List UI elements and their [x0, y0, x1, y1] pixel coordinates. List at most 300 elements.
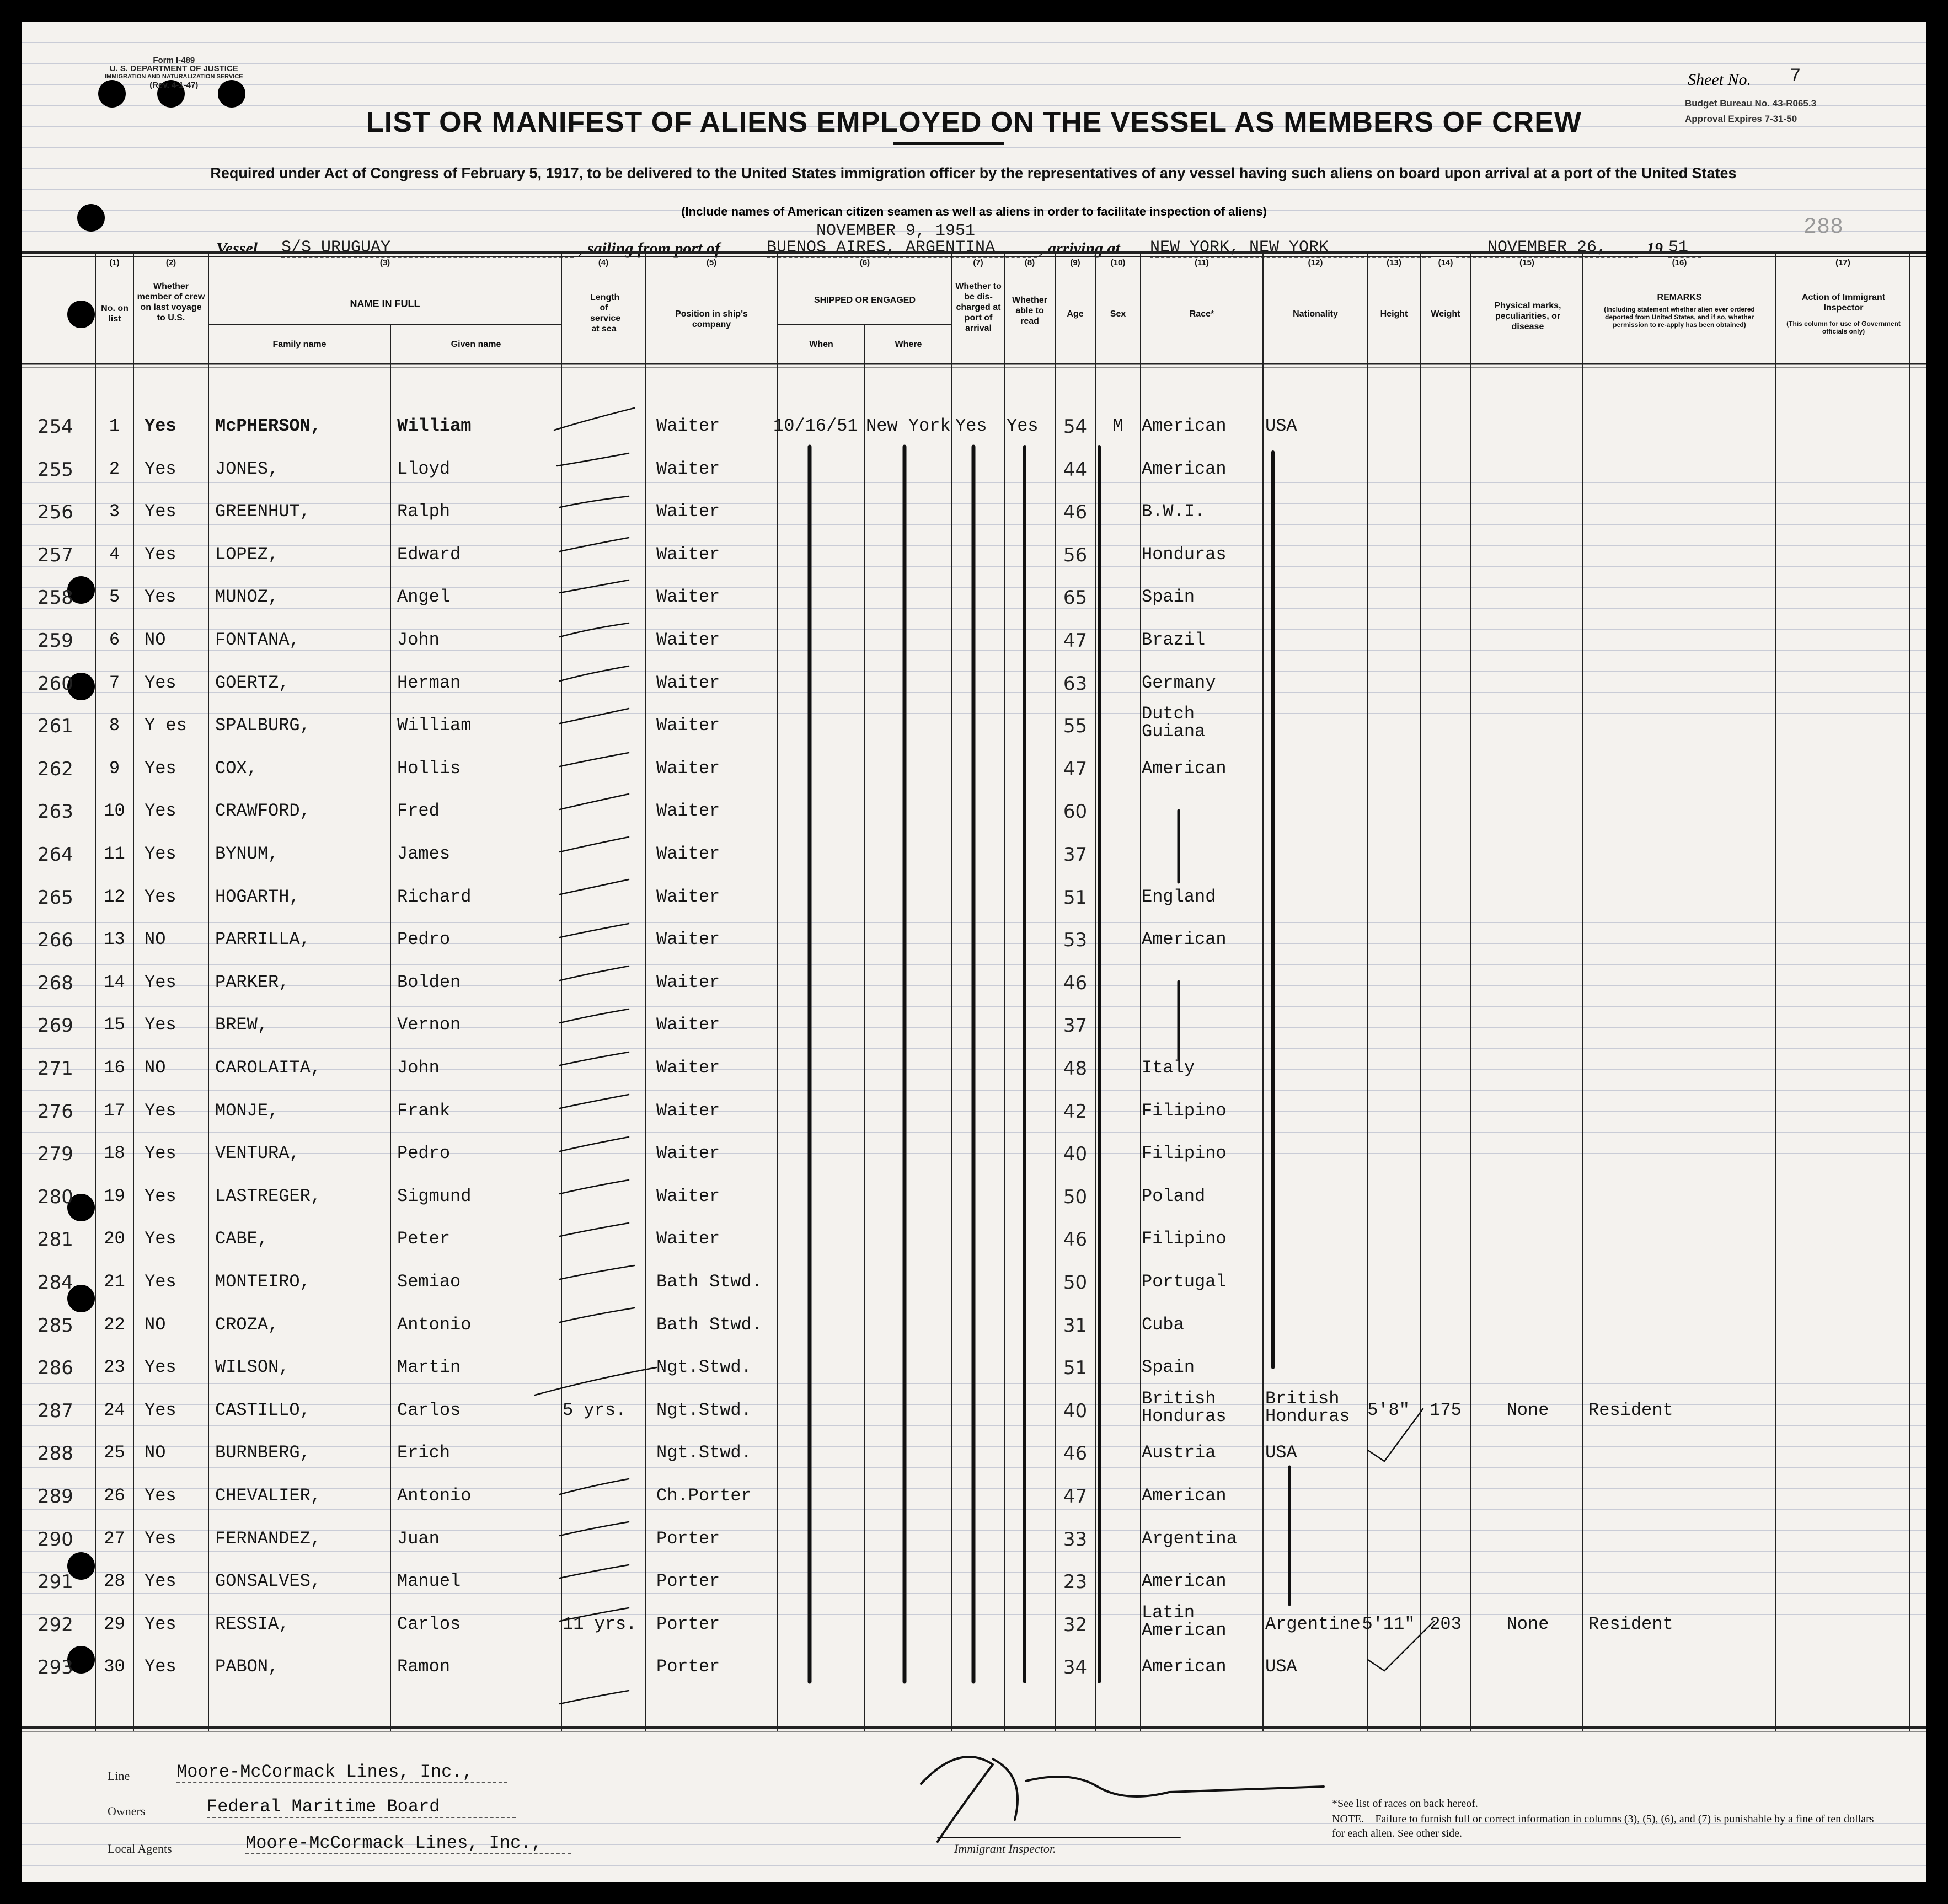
header-action-sub: (This column for use of Government officials only) — [1786, 320, 1901, 335]
cell-race: Filipino — [1142, 1229, 1227, 1249]
cell-age: 46 — [1063, 1229, 1088, 1251]
cell-member: Yes — [145, 1613, 176, 1634]
cell-member: Y es — [145, 715, 187, 736]
cell-no: 10 — [104, 801, 125, 822]
cell-family: BREW, — [215, 1015, 269, 1036]
cell-position: Bath Stwd. — [656, 1314, 763, 1335]
cell-remarks: Resident — [1588, 1399, 1673, 1420]
table-row — [22, 1055, 1926, 1098]
cell-family: CROZA, — [215, 1314, 279, 1335]
cell-member: Yes — [145, 801, 176, 822]
cell-no: 26 — [104, 1485, 125, 1506]
table-row — [22, 1440, 1926, 1483]
cell-member: NO — [145, 1314, 166, 1335]
header-nationality: Nationality — [1293, 309, 1338, 319]
cell-race: England — [1142, 886, 1216, 907]
cell-remarks: Resident — [1588, 1613, 1673, 1634]
vessel-name: S/S URUGUAY — [281, 238, 574, 258]
cell-position: Waiter — [656, 1143, 720, 1164]
departure-port: BUENOS AIRES, ARGENTINA — [767, 238, 1037, 258]
cell-weight: 175 — [1430, 1399, 1462, 1420]
col-num-3: (3) — [379, 258, 390, 267]
cell-no: 12 — [104, 886, 125, 907]
cell-ref: 254 — [38, 416, 73, 438]
cell-family: VENTURA, — [215, 1143, 300, 1164]
cell-given: Ralph — [397, 501, 451, 522]
cell-family: LASTREGER, — [215, 1186, 322, 1206]
table-row — [22, 756, 1926, 799]
table-row — [22, 1602, 1926, 1655]
cell-position: Porter — [656, 1613, 720, 1634]
cell-read: Yes — [1007, 416, 1039, 436]
header-name-in-full: NAME IN FULL — [350, 298, 420, 309]
cell-age: 32 — [1063, 1613, 1088, 1636]
cell-ref: 276 — [38, 1100, 73, 1123]
cell-position: Ngt.Stwd. — [656, 1357, 752, 1378]
cell-given: Ramon — [397, 1656, 451, 1677]
cell-ref: 281 — [38, 1229, 73, 1251]
cell-given: Semiao — [397, 1272, 461, 1292]
cell-family: GOERTZ, — [215, 672, 290, 693]
cell-age: 23 — [1063, 1571, 1088, 1594]
cell-no: 11 — [104, 844, 125, 864]
cell-ref: 284 — [38, 1272, 73, 1294]
cell-member: Yes — [145, 458, 176, 479]
cell-age: 47 — [1063, 758, 1088, 780]
cell-ref: 264 — [38, 844, 73, 866]
cell-ref: 285 — [38, 1314, 73, 1337]
cell-race: American — [1142, 458, 1227, 479]
header-member-last-voyage: Whether member of crew on last voyage to U.S. — [137, 282, 205, 323]
cell-age: 54 — [1063, 416, 1088, 438]
cell-age: 56 — [1063, 544, 1088, 566]
cell-when: 10/16/51 — [773, 416, 858, 436]
cell-family: CRAWFORD, — [215, 801, 311, 822]
cell-ref: 261 — [38, 715, 73, 738]
table-row — [22, 1312, 1926, 1355]
cell-race: Argentina — [1142, 1528, 1237, 1549]
cell-ref: 291 — [38, 1571, 73, 1594]
page-title: LIST OR MANIFEST OF ALIENS EMPLOYED ON THE VESSEL AS MEMBERS OF CREW — [366, 106, 1582, 138]
cell-given: Richard — [397, 886, 472, 907]
cell-given: Juan — [397, 1528, 440, 1549]
cell-no: 4 — [109, 544, 120, 565]
owners-label: Owners — [108, 1804, 146, 1818]
cell-family: HOGARTH, — [215, 886, 300, 907]
col-num-8: (8) — [1024, 258, 1035, 267]
cell-race: American — [1142, 416, 1227, 436]
cell-race: Austria — [1142, 1442, 1216, 1463]
cell-no: 14 — [104, 972, 125, 993]
table-row — [22, 1654, 1926, 1697]
header-discharged: Whether to be dis-charged at port of arrival — [955, 282, 1002, 333]
cell-age: 40 — [1063, 1399, 1088, 1422]
cell-discharged: Yes — [955, 416, 987, 436]
header-height: Height — [1380, 309, 1408, 319]
cell-no: 7 — [109, 672, 120, 693]
cell-position: Waiter — [656, 672, 720, 693]
stamp-number: 288 — [1803, 215, 1844, 240]
cell-no: 15 — [104, 1015, 125, 1036]
cell-ref: 268 — [38, 972, 73, 994]
cell-no: 21 — [104, 1272, 125, 1292]
cell-position: Waiter — [656, 1100, 720, 1121]
cell-given: Herman — [397, 672, 461, 693]
cell-service: 5 yrs. — [563, 1399, 627, 1420]
cell-given: Martin — [397, 1357, 461, 1378]
cell-no: 17 — [104, 1100, 125, 1121]
cell-race: American — [1142, 758, 1227, 779]
cell-family: PABON, — [215, 1656, 279, 1677]
header-when: When — [809, 340, 833, 349]
col-num-15: (15) — [1519, 258, 1534, 267]
cell-given: William — [397, 416, 472, 436]
cell-ref: 265 — [38, 886, 73, 909]
cell-race: Spain — [1142, 1357, 1195, 1378]
cell-member: Yes — [145, 587, 176, 608]
cell-position: Waiter — [656, 501, 720, 522]
col-num-2: (2) — [165, 258, 176, 267]
cell-member: Yes — [145, 544, 176, 565]
cell-race: Honduras — [1142, 544, 1227, 565]
cell-age: 55 — [1063, 715, 1088, 738]
cell-age: 51 — [1063, 1357, 1088, 1380]
table-row — [22, 1098, 1926, 1141]
cell-position: Waiter — [656, 886, 720, 907]
cell-no: 19 — [104, 1186, 125, 1206]
cell-given: Carlos — [397, 1399, 461, 1420]
cell-position: Waiter — [656, 929, 720, 950]
cell-physical: None — [1506, 1399, 1549, 1420]
cell-age: 42 — [1063, 1100, 1088, 1123]
cell-member: Yes — [145, 416, 176, 436]
cell-sex: M — [1112, 416, 1123, 436]
cell-no: 18 — [104, 1143, 125, 1164]
cell-position: Waiter — [656, 1058, 720, 1078]
cell-given: Manuel — [397, 1571, 461, 1592]
cell-weight: 203 — [1430, 1613, 1462, 1634]
col-num-9: (9) — [1070, 258, 1080, 267]
cell-given: Fred — [397, 801, 440, 822]
cell-position: Waiter — [656, 715, 720, 736]
table-row — [22, 1355, 1926, 1398]
cell-race: American — [1142, 1571, 1227, 1592]
cell-position: Ngt.Stwd. — [656, 1399, 752, 1420]
header-remarks: REMARKS — [1657, 293, 1702, 302]
cell-member: NO — [145, 1442, 166, 1463]
cell-member: Yes — [145, 1571, 176, 1592]
manifest-sheet — [22, 22, 1926, 1882]
cell-member: Yes — [145, 1272, 176, 1292]
cell-no: 9 — [109, 758, 120, 779]
cell-nationality: USA — [1265, 1656, 1297, 1677]
cell-given: Pedro — [397, 929, 451, 950]
cell-family: BYNUM, — [215, 844, 279, 864]
cell-race: B.W.I. — [1142, 501, 1206, 522]
arrival-port: NEW YORK, NEW YORK — [1150, 238, 1431, 258]
cell-given: Carlos — [397, 1613, 461, 1634]
cell-family: FERNANDEZ, — [215, 1528, 322, 1549]
cell-no: 20 — [104, 1229, 125, 1249]
cell-position: Waiter — [656, 844, 720, 864]
agents-value: Moore-McCormack Lines, Inc., — [245, 1833, 571, 1854]
cell-family: CAROLAITA, — [215, 1058, 322, 1078]
cell-age: 46 — [1063, 501, 1088, 524]
cell-ref: 262 — [38, 758, 73, 780]
cell-given: Erich — [397, 1442, 451, 1463]
cell-service: 11 yrs. — [563, 1613, 637, 1634]
cell-race: Filipino — [1142, 1100, 1227, 1121]
col-num-13: (13) — [1387, 258, 1401, 267]
cell-position: Waiter — [656, 1186, 720, 1206]
line-value: Moore-McCormack Lines, Inc., — [176, 1762, 507, 1783]
cell-age: 48 — [1063, 1058, 1088, 1080]
cell-given: James — [397, 844, 451, 864]
cell-given: Lloyd — [397, 458, 451, 479]
cell-age: 44 — [1063, 458, 1088, 481]
cell-given: Peter — [397, 1229, 451, 1249]
cell-given: Bolden — [397, 972, 461, 993]
cell-position: Ngt.Stwd. — [656, 1442, 752, 1463]
cell-position: Bath Stwd. — [656, 1272, 763, 1292]
header-race: Race* — [1189, 309, 1214, 319]
col-num-14: (14) — [1438, 258, 1453, 267]
header-sex: Sex — [1110, 309, 1126, 319]
cell-ref: 279 — [38, 1143, 73, 1166]
cell-position: Waiter — [656, 544, 720, 565]
cell-race: Poland — [1142, 1186, 1206, 1206]
cell-given: Pedro — [397, 1143, 451, 1164]
cell-no: 25 — [104, 1442, 125, 1463]
agents-label: Local Agents — [108, 1842, 172, 1855]
cell-position: Porter — [656, 1571, 720, 1592]
col-num-10: (10) — [1110, 258, 1126, 267]
col-num-16: (16) — [1672, 258, 1687, 267]
cell-position: Waiter — [656, 458, 720, 479]
table-row — [22, 884, 1926, 927]
cell-member: NO — [145, 1058, 166, 1078]
cell-ref: 287 — [38, 1399, 73, 1422]
cell-member: Yes — [145, 1399, 176, 1420]
cell-age: 34 — [1063, 1656, 1088, 1679]
table-row — [22, 414, 1926, 457]
cell-member: Yes — [145, 1015, 176, 1036]
cell-family: LOPEZ, — [215, 544, 279, 565]
cell-no: 8 — [109, 715, 120, 736]
cell-position: Waiter — [656, 758, 720, 779]
col-num-11: (11) — [1195, 258, 1209, 267]
cell-age: 47 — [1063, 630, 1088, 652]
cell-height: 5'11" — [1362, 1613, 1415, 1634]
cell-ref: 257 — [38, 544, 73, 566]
cell-family: McPHERSON, — [215, 416, 322, 436]
header-physical-marks: Physical marks, peculiarities, or disease — [1494, 301, 1561, 331]
cell-member: Yes — [145, 886, 176, 907]
arrival-date: NOVEMBER 26, — [1456, 238, 1638, 258]
cell-ref: 260 — [38, 672, 73, 695]
owners-value: Federal Maritime Board — [207, 1796, 516, 1818]
vessel-label: Vessel — [216, 239, 258, 258]
cell-physical: None — [1506, 1613, 1549, 1634]
header-no-on-list: No. on list — [101, 304, 129, 324]
cell-family: MONJE, — [215, 1100, 279, 1121]
cell-position: Waiter — [656, 630, 720, 650]
cell-member: Yes — [145, 1186, 176, 1206]
table-row — [22, 584, 1926, 627]
cell-race: Spain — [1142, 587, 1195, 608]
cell-where: New York — [866, 416, 951, 436]
cell-race: Brazil — [1142, 630, 1206, 650]
cell-member: NO — [145, 929, 166, 950]
cell-family: CASTILLO, — [215, 1399, 311, 1420]
cell-given: Vernon — [397, 1015, 461, 1036]
cell-ref: 258 — [38, 587, 73, 609]
sheet-number: 7 — [1790, 66, 1801, 87]
cell-ref: 263 — [38, 801, 73, 823]
cell-age: 46 — [1063, 1442, 1088, 1465]
cell-family: PARRILLA, — [215, 929, 311, 950]
cell-family: FONTANA, — [215, 630, 300, 650]
cell-given: Antonio — [397, 1485, 472, 1506]
cell-given: Sigmund — [397, 1186, 472, 1206]
cell-ref: 280 — [38, 1186, 73, 1208]
cell-member: Yes — [145, 672, 176, 693]
header-length-service: Length of service at sea — [590, 293, 621, 334]
required-statement: Required under Act of Congress of February 5, 1917, to be delivered to the United States immigration officer by the representatives of any vessel having such aliens on board upon arrival at a port of the United States — [210, 165, 1737, 181]
cell-member: Yes — [145, 1143, 176, 1164]
cell-race: American — [1142, 929, 1227, 950]
cell-ref: 286 — [38, 1357, 73, 1380]
header-shipped-engaged: SHIPPED OR ENGAGED — [814, 296, 916, 305]
cell-given: Edward — [397, 544, 461, 565]
header-action: Action of Immigrant Inspector — [1801, 293, 1886, 313]
cell-age: 63 — [1063, 672, 1088, 695]
cell-member: Yes — [145, 1656, 176, 1677]
header-age: Age — [1067, 309, 1084, 319]
cell-position: Porter — [656, 1656, 720, 1677]
cell-member: Yes — [145, 501, 176, 522]
cell-ref: 269 — [38, 1015, 73, 1037]
cell-given: Angel — [397, 587, 451, 608]
col-num-6: (6) — [859, 258, 870, 267]
table-row — [22, 542, 1926, 585]
cell-age: 33 — [1063, 1528, 1088, 1551]
cell-family: GONSALVES, — [215, 1571, 322, 1592]
cell-nationality: USA — [1265, 416, 1297, 436]
cell-nationality: Argentine — [1265, 1613, 1361, 1634]
races-note: *See list of races on back hereof. — [1332, 1798, 1478, 1810]
cell-no: 1 — [109, 416, 120, 436]
cell-no: 30 — [104, 1656, 125, 1677]
cell-position: Waiter — [656, 1229, 720, 1249]
table-row — [22, 627, 1926, 671]
cell-race: Dutch Guiana — [1142, 704, 1206, 742]
col-num-1: (1) — [109, 258, 120, 267]
cell-member: Yes — [145, 1229, 176, 1249]
header-where: Where — [895, 340, 922, 349]
cell-no: 24 — [104, 1399, 125, 1420]
cell-no: 27 — [104, 1528, 125, 1549]
cell-no: 16 — [104, 1058, 125, 1078]
cell-race: Portugal — [1142, 1272, 1227, 1292]
header-position: Position in ship's company — [675, 309, 748, 329]
cell-ref: 290 — [38, 1528, 73, 1551]
cell-no: 6 — [109, 630, 120, 650]
cell-member: Yes — [145, 1485, 176, 1506]
year-prefix: 19 — [1646, 239, 1663, 258]
cell-race: Cuba — [1142, 1314, 1184, 1335]
header-able-to-read: Whether able to read — [1012, 296, 1047, 326]
table-row — [22, 671, 1926, 714]
cell-race: Latin American — [1142, 1602, 1227, 1640]
table-row — [22, 1569, 1926, 1612]
header-given-name: Given name — [451, 340, 501, 349]
cell-age: 40 — [1063, 1143, 1088, 1166]
col-num-5: (5) — [706, 258, 717, 267]
cell-no: 2 — [109, 458, 120, 479]
sheet-label: Sheet No. — [1688, 71, 1751, 89]
col-num-12: (12) — [1308, 258, 1323, 267]
cell-given: John — [397, 1058, 440, 1078]
cell-age: 65 — [1063, 587, 1088, 609]
cell-age: 60 — [1063, 801, 1088, 823]
cell-position: Waiter — [656, 1015, 720, 1036]
cell-member: Yes — [145, 1357, 176, 1378]
cell-family: RESSIA, — [215, 1613, 290, 1634]
year-suffix: 51 — [1668, 238, 1701, 258]
table-row — [22, 457, 1926, 500]
cell-position: Ch.Porter — [656, 1485, 752, 1506]
cell-position: Waiter — [656, 416, 720, 436]
cell-age: 50 — [1063, 1186, 1088, 1208]
cell-member: Yes — [145, 1100, 176, 1121]
cell-ref: 292 — [38, 1613, 73, 1636]
cell-member: Yes — [145, 844, 176, 864]
cell-no: 3 — [109, 501, 120, 522]
cell-member: Yes — [145, 972, 176, 993]
cell-age: 46 — [1063, 972, 1088, 994]
cell-no: 23 — [104, 1357, 125, 1378]
cell-race: American — [1142, 1485, 1227, 1506]
table-row — [22, 1483, 1926, 1526]
penalty-note: NOTE.—Failure to furnish full or correct information in columns (3), (5), (6), and (7) is punishable by a fine of ten dollars for each alien. See other side. — [1332, 1813, 1874, 1839]
cell-member: Yes — [145, 758, 176, 779]
cell-member: NO — [145, 630, 166, 650]
cell-member: Yes — [145, 1528, 176, 1549]
cell-given: Hollis — [397, 758, 461, 779]
table-row — [22, 798, 1926, 841]
header-remarks-sub: (Including statement whether alien ever ordered deported from United States, and if so, whether permission to re-apply has been obtained) — [1604, 305, 1755, 329]
cell-family: MUNOZ, — [215, 587, 279, 608]
cell-nationality: British Honduras — [1265, 1388, 1350, 1426]
form-identifier: Form I-489 U. S. DEPARTMENT OF JUSTICE IMMIGRATION AND NATURALIZATION SERVICE (Rev. 4-1-47) — [105, 56, 243, 90]
cell-ref: 259 — [38, 630, 73, 652]
cell-given: William — [397, 715, 472, 736]
table-row — [22, 1526, 1926, 1569]
budget-info: Budget Bureau No. 43-R065.3 Approval Expires 7-31-50 — [1685, 98, 1817, 124]
table-row — [22, 970, 1926, 1013]
cell-family: MONTEIRO, — [215, 1272, 311, 1292]
table-row — [22, 704, 1926, 756]
line-label: Line — [108, 1769, 130, 1783]
cell-race: British Honduras — [1142, 1388, 1227, 1426]
cell-no: 22 — [104, 1314, 125, 1335]
col-num-17: (17) — [1835, 258, 1850, 267]
cell-ref: 266 — [38, 929, 73, 952]
cell-no: 13 — [104, 929, 125, 950]
cell-ref: 256 — [38, 501, 73, 524]
table-row — [22, 1226, 1926, 1269]
